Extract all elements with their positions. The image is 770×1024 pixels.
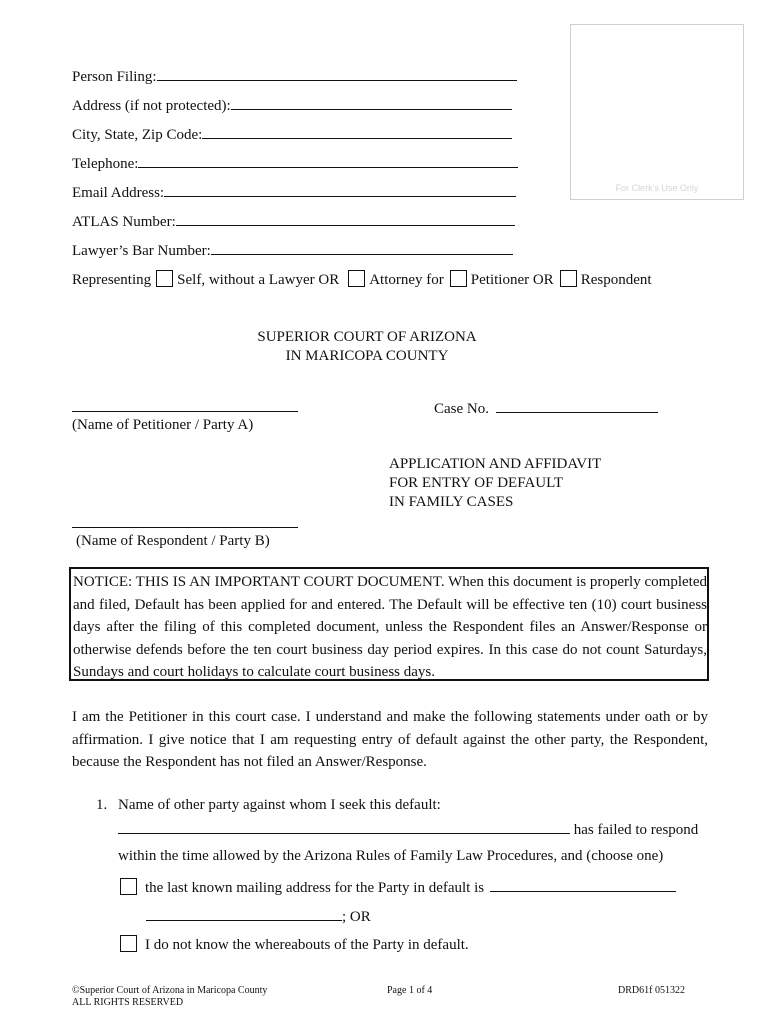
- telephone-field[interactable]: [138, 153, 518, 168]
- email-label: Email Address:: [72, 185, 165, 201]
- self-label: Self, without a Lawyer OR: [177, 272, 340, 288]
- address-row: [72, 95, 512, 115]
- copyright-text: ©Superior Court of Arizona in Maricopa County: [72, 985, 268, 996]
- petitioner-caption: (Name of Petitioner / Party A): [72, 417, 254, 433]
- respondent-name-field[interactable]: [72, 527, 298, 528]
- atlas-label: ATLAS Number:: [72, 214, 176, 230]
- default-address-field[interactable]: [490, 877, 676, 892]
- address-option-row: [118, 877, 676, 897]
- party-name-row: [118, 819, 698, 839]
- self-checkbox[interactable]: [156, 270, 173, 287]
- court-county: IN MARICOPA COUNTY: [285, 348, 449, 364]
- title-line-3: IN FAMILY CASES: [389, 494, 514, 510]
- unknown-option-row: [118, 935, 469, 954]
- respondent-caption: (Name of Respondent / Party B): [76, 533, 270, 549]
- item-1-number: 1.: [96, 797, 108, 813]
- clerk-use-label: For Clerk’s Use Only: [615, 183, 699, 193]
- person-filing-row: [72, 66, 517, 86]
- telephone-label: Telephone:: [72, 156, 139, 172]
- attorney-checkbox[interactable]: [348, 270, 365, 287]
- petitioner-label: Petitioner OR: [470, 272, 554, 288]
- rights-text: ALL RIGHTS RESERVED: [72, 997, 184, 1008]
- email-row: [72, 182, 516, 202]
- title-line-1: APPLICATION AND AFFIDAVIT: [389, 456, 602, 472]
- address-field[interactable]: [231, 95, 512, 110]
- respondent-checkbox[interactable]: [560, 270, 577, 287]
- notice-box: NOTICE: THIS IS AN IMPORTANT COURT DOCUMENT. When this document is properly completed and filed, Default has been applied for and entered. The Default will be effective ten (10) court business days after the filing of this completed document, unless the Respondent files an Answer/Response or otherwise defends before the ten court business day period expires. In this case do not count Saturdays, Sundays and court holidays to calculate court business days.: [69, 567, 709, 681]
- atlas-field[interactable]: [176, 211, 515, 226]
- clerk-use-box: [570, 24, 744, 200]
- address-option-checkbox[interactable]: [120, 878, 137, 895]
- case-number-field[interactable]: [496, 398, 658, 413]
- respondent-label: Respondent: [580, 272, 652, 288]
- bar-label: Lawyer’s Bar Number:: [72, 243, 211, 259]
- unknown-option-checkbox[interactable]: [120, 935, 137, 952]
- party-name-field[interactable]: [118, 819, 570, 834]
- petitioner-checkbox[interactable]: [450, 270, 467, 287]
- email-field[interactable]: [164, 182, 516, 197]
- representing-row: [72, 270, 652, 290]
- item-1-text: Name of other party against whom I seek this default:: [118, 797, 441, 813]
- form-code: DRD61f 051322: [618, 985, 685, 996]
- document-title: [389, 455, 601, 512]
- address-continued-row: [146, 906, 371, 926]
- city-label: City, State, Zip Code:: [72, 127, 203, 143]
- person-filing-label: Person Filing:: [72, 69, 157, 85]
- unknown-option-label: I do not know the whereabouts of the Party in default.: [145, 937, 469, 953]
- court-name: SUPERIOR COURT OF ARIZONA: [257, 329, 477, 345]
- failed-text: has failed to respond: [573, 822, 699, 838]
- case-number-row: [434, 398, 658, 418]
- city-row: [72, 124, 512, 144]
- page-number: Page 1 of 4: [387, 985, 433, 996]
- address-label: Address (if not protected):: [72, 98, 231, 114]
- telephone-row: [72, 153, 518, 173]
- representing-label: Representing: [72, 272, 152, 288]
- bar-field[interactable]: [211, 240, 513, 255]
- petitioner-name-field[interactable]: [72, 411, 298, 412]
- city-field[interactable]: [202, 124, 512, 139]
- or-text: ; OR: [342, 909, 371, 925]
- bar-row: [72, 240, 513, 260]
- title-line-2: FOR ENTRY OF DEFAULT: [389, 475, 564, 491]
- intro-paragraph: I am the Petitioner in this court case. I understand and make the following statements under oath or by affirmation. I give notice that I am requesting entry of default against the other party, the Respondent, because the Respondent has not filed an Answer/Response.: [72, 709, 708, 770]
- footer-copyright: [72, 985, 267, 1009]
- atlas-row: [72, 211, 515, 231]
- case-number-label: Case No.: [434, 401, 489, 417]
- address-option-label: the last known mailing address for the Party in default is: [145, 880, 485, 896]
- within-text: within the time allowed by the Arizona Rules of Family Law Procedures, and (choose one): [118, 848, 664, 864]
- person-filing-field[interactable]: [157, 66, 517, 81]
- default-address-field-2[interactable]: [146, 906, 342, 921]
- attorney-label: Attorney for: [369, 272, 444, 288]
